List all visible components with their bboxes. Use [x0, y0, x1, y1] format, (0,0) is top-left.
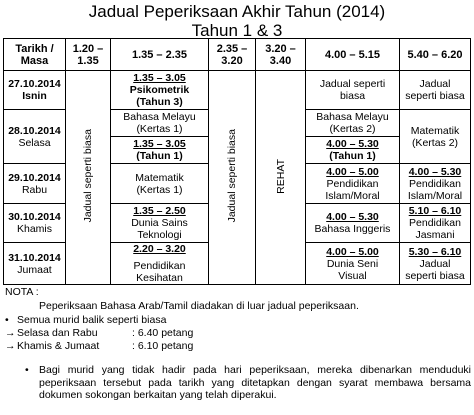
date-cell: 31.10.2014 Jumaat	[4, 243, 66, 285]
cell: 4.00 – 5.30 Bahasa Inggeris	[306, 204, 400, 243]
arrow-icon: →	[5, 327, 16, 339]
cell: Jadual seperti biasa	[400, 71, 471, 110]
note-line: → Selasa dan Rabu : 6.40 petang	[5, 327, 194, 339]
document-subtitle: Tahun 1 & 3	[191, 21, 283, 40]
cell: 4.00 – 5.30 Pendidikan Islam/Moral	[400, 164, 471, 204]
note-line: → Khamis & Jumaat : 6.10 petang	[5, 340, 194, 352]
bullet-icon: •	[5, 314, 9, 326]
header-slot-5: 4.00 – 5.15	[306, 39, 400, 71]
header-slot-2: 1.35 – 2.35	[111, 39, 209, 71]
cell: Bahasa Melayu (Kertas 1) 1.35 – 3.05 (Tahun 1)	[111, 110, 209, 164]
note-line: Peperiksaan Bahasa Arab/Tamil diadakan di luar jadual peperiksaan.	[39, 300, 359, 312]
note-line: • Semua murid balik seperti biasa	[5, 314, 167, 326]
header-slot-4: 3.20 – 3.40	[256, 39, 306, 71]
table-row	[4, 71, 471, 110]
break-cell: REHAT	[256, 71, 306, 285]
exam-schedule-table	[3, 38, 471, 285]
header-slot-1: 1.20 – 1.35	[66, 39, 111, 71]
header-slot-3: 2.35 – 3.20	[209, 39, 256, 71]
date-cell: 29.10.2014 Rabu	[4, 164, 66, 204]
cell: 1.35 – 2.50 Dunia Sains Teknologi	[111, 204, 209, 243]
normal-schedule-cell-1: Jadual seperti biasa	[66, 71, 111, 285]
header-slot-6: 5.40 – 6.20	[400, 39, 471, 71]
date-cell: 28.10.2014 Selasa	[4, 110, 66, 164]
arrow-icon: →	[5, 340, 16, 352]
cell: 1.35 – 3.05 Psikometrik (Tahun 3)	[111, 71, 209, 110]
cell: 5.30 – 6.10 Jadual seperti biasa	[400, 243, 471, 285]
notes-heading: NOTA :	[5, 286, 39, 298]
header-date-time: Tarikh / Masa	[4, 39, 66, 71]
normal-schedule-cell-3: Jadual seperti biasa	[209, 71, 256, 285]
cell: Bahasa Melayu (Kertas 2) 4.00 – 5.30 (Tahun 1)	[306, 110, 400, 164]
header-row	[4, 39, 471, 71]
cell: 2.20 – 3.20 Pendidikan Kesihatan	[111, 243, 209, 285]
cell: 5.10 – 6.10 Pendidikan Jasmani	[400, 204, 471, 243]
document-title: Jadual Peperiksaan Akhir Tahun (2014)	[88, 2, 386, 21]
date-cell: 30.10.2014 Khamis	[4, 204, 66, 243]
bullet-icon: •	[25, 364, 29, 376]
cell: Matematik (Kertas 2)	[400, 110, 471, 164]
cell: Jadual seperti biasa	[306, 71, 400, 110]
note-paragraph: Bagi murid yang tidak hadir pada hari peperiksaan, mereka dibenarkan menduduki peperiksaan tersebut pada tarikh yang ditetapkan dengan syarat membawa bersama dokumen sokongan berkaitan yang telah diperakui.	[39, 364, 471, 401]
date-cell: 27.10.2014 Isnin	[4, 71, 66, 110]
cell: Matematik (Kertas 1)	[111, 164, 209, 204]
cell: 4.00 – 5.00 Dunia Seni Visual	[306, 243, 400, 285]
cell: 4.00 – 5.00 Pendidikan Islam/Moral	[306, 164, 400, 204]
